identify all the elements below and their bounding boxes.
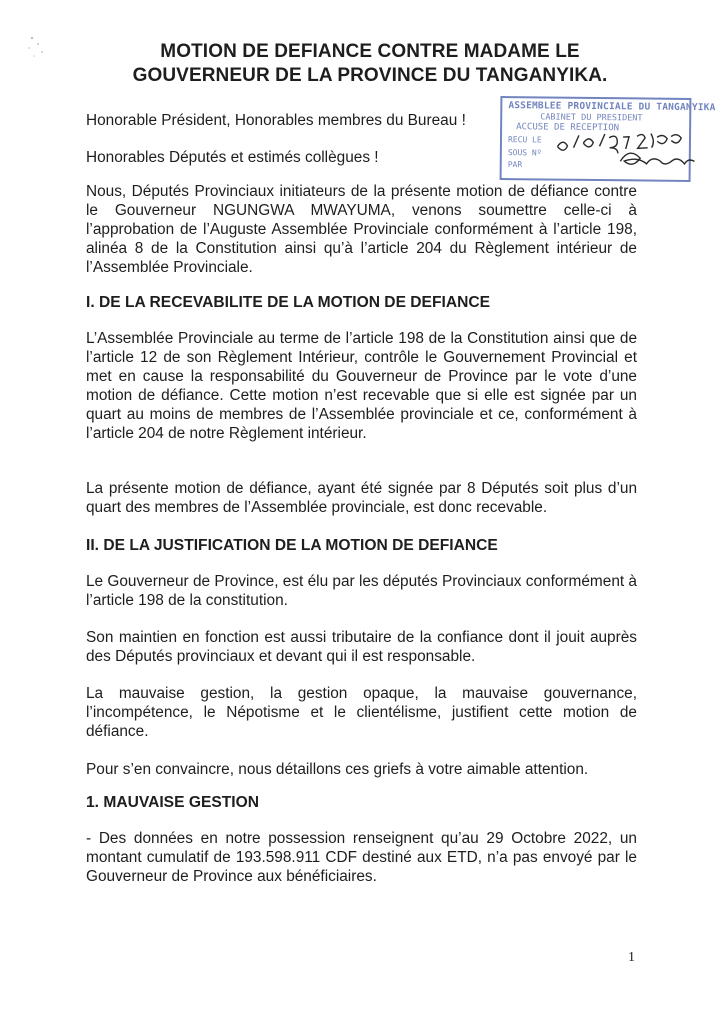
stamp-par: PAR — [507, 160, 523, 170]
section-2-paragraph-1: Le Gouverneur de Province, est élu par les députés Provinciaux conformément à l’article 198 de la constitution. — [86, 573, 637, 609]
section-1-paragraph-2: La présente motion de défiance, ayant été signée par 8 Députés soit plus d’un quart des membres de l’Assemblée provinciale, est donc recevable. — [86, 480, 637, 516]
section-1-heading: I. DE LA RECEVABILITE DE LA MOTION DE DEFIANCE — [86, 294, 491, 311]
section-2-paragraph-2: Son maintien en fonction est aussi tributaire de la confiance dont il jouit auprès des Députés provinciaux et devant qui il est responsable. — [86, 629, 637, 665]
section-1-paragraph-1: L’Assemblée Provinciale au terme de l’article 198 de la Constitution ainsi que de l’article 12 de son Règlement Intérieur, contrôle le Gouvernement Provincial et met en cause la responsabilité du Gouverneur de Province par le vote d’une motion de défiance. Cette motion n’est recevable que si elle est signée par un quart au moins de membres de l’Assemblée provinciale et ce, conformément à l’article 204 de notre Règlement intérieur. — [86, 330, 637, 442]
salutation-president: Honorable Président, Honorables membres du Bureau ! — [86, 112, 466, 129]
title-line-2: GOUVERNEUR DE LA PROVINCE DU TANGANYIKA. — [132, 65, 608, 86]
subsection-1-paragraph-1: - Des données en notre possession renseignent qu’au 29 Octobre 2022, un montant cumulatif de 193.598.911 CDF destiné aux ETD, n’a pas envoyé par le Gouverneur de Province aux bénéficiaires. — [86, 830, 637, 885]
subsection-1-heading: 1. MAUVAISE GESTION — [86, 794, 260, 811]
title-line-1: MOTION DE DEFIANCE CONTRE MADAME LE — [160, 41, 580, 62]
section-2-paragraph-4: Pour s’en convaincre, nous détaillons ces griefs à votre aimable attention. — [86, 761, 589, 778]
stamp-cabinet: CABINET DU PRESIDENT — [540, 112, 643, 124]
section-2-heading: II. DE LA JUSTIFICATION DE LA MOTION DE DEFIANCE — [86, 537, 498, 554]
intro-paragraph: Nous, Députés Provinciaux initiateurs de la présente motion de défiance contre le Gouverneur NGUNGWA MWAYUMA, venons soumettre celle-ci à l’approbation de l’Auguste Assemblée Provinciale conformément à l’article 198, alinéa 8 de la Constitution ainsi qu’à l’article 204 du Règlement intérieur de l’Assemblée Provinciale. — [86, 183, 637, 276]
stamp-accuse: ACCUSE DE RECEPTION — [516, 122, 620, 134]
page-number: 1 — [628, 950, 635, 965]
salutation-deputies: Honorables Députés et estimés collègues ! — [86, 149, 379, 166]
document-title — [80, 40, 660, 88]
stamp-assembly-name: ASSEMBLEE PROVINCIALE DU TANGANYIKA — [508, 100, 716, 114]
scan-smudge-mark — [20, 30, 60, 60]
handwritten-date-annotation — [549, 121, 702, 189]
stamp-sous-no: SOUS Nº — [507, 148, 542, 158]
section-2-paragraph-3: La mauvaise gestion, la gestion opaque, la mauvaise gouvernance, l’incompétence, le Népotisme et le clientélisme, justifient cette motion de défiance. — [86, 685, 637, 740]
stamp-recu: RECU LE — [507, 135, 542, 145]
